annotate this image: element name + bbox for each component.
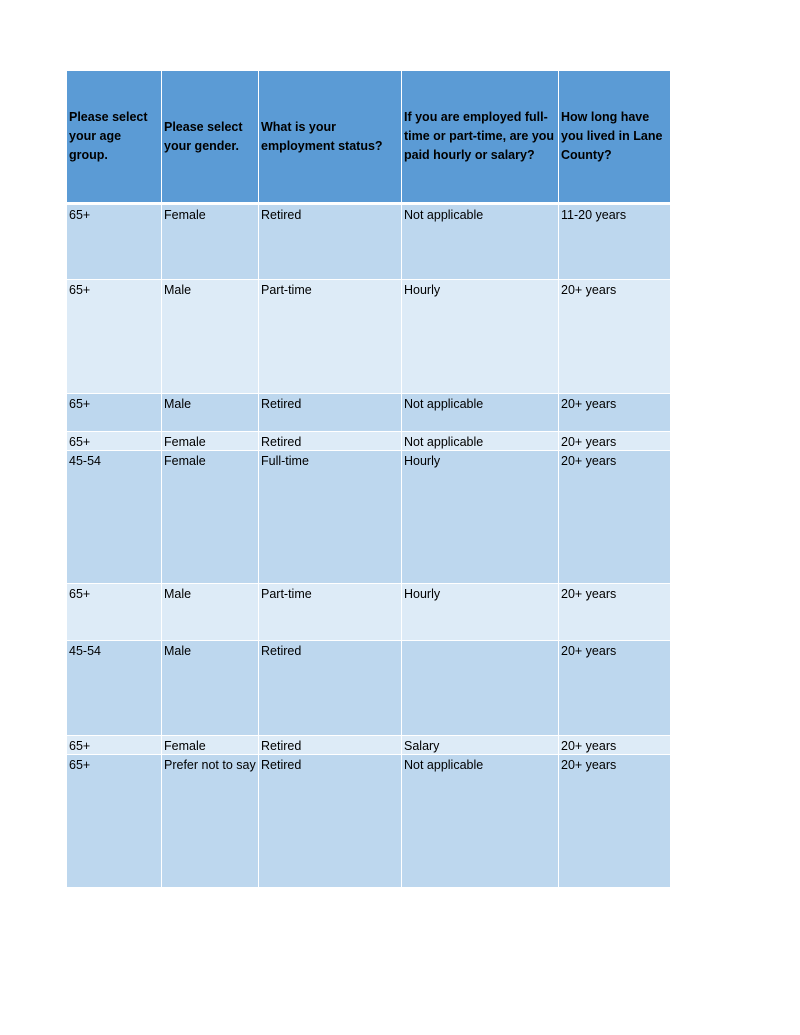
cell-employment: Part-time xyxy=(259,584,402,641)
cell-residence: 20+ years xyxy=(559,280,671,394)
cell-age: 45-54 xyxy=(67,641,162,736)
cell-residence: 20+ years xyxy=(559,394,671,432)
cell-age: 65+ xyxy=(67,394,162,432)
header-residence-duration: How long have you lived in Lane County? xyxy=(559,71,671,204)
cell-residence: 20+ years xyxy=(559,641,671,736)
cell-employment: Full-time xyxy=(259,451,402,584)
cell-pay-type: Salary xyxy=(402,736,559,755)
table-row xyxy=(67,755,671,888)
cell-age: 65+ xyxy=(67,204,162,280)
cell-residence: 20+ years xyxy=(559,451,671,584)
cell-age: 65+ xyxy=(67,432,162,451)
header-gender: Please select your gender. xyxy=(162,71,259,204)
cell-employment: Retired xyxy=(259,204,402,280)
cell-gender: Female xyxy=(162,451,259,584)
cell-gender: Prefer not to say xyxy=(162,755,259,888)
cell-gender: Female xyxy=(162,736,259,755)
cell-residence: 11-20 years xyxy=(559,204,671,280)
cell-employment: Retired xyxy=(259,432,402,451)
cell-age: 65+ xyxy=(67,584,162,641)
cell-employment: Retired xyxy=(259,394,402,432)
cell-residence: 20+ years xyxy=(559,755,671,888)
cell-employment: Retired xyxy=(259,755,402,888)
cell-gender: Male xyxy=(162,641,259,736)
cell-pay-type: Not applicable xyxy=(402,394,559,432)
cell-age: 65+ xyxy=(67,755,162,888)
table-row xyxy=(67,584,671,641)
cell-age: 65+ xyxy=(67,280,162,394)
cell-gender: Female xyxy=(162,432,259,451)
table-row xyxy=(67,394,671,432)
cell-residence: 20+ years xyxy=(559,736,671,755)
cell-pay-type: Not applicable xyxy=(402,432,559,451)
table-row xyxy=(67,280,671,394)
cell-pay-type: Hourly xyxy=(402,451,559,584)
cell-gender: Female xyxy=(162,204,259,280)
cell-pay-type: Not applicable xyxy=(402,755,559,888)
cell-gender: Male xyxy=(162,584,259,641)
cell-employment: Retired xyxy=(259,736,402,755)
cell-age: 65+ xyxy=(67,736,162,755)
cell-pay-type xyxy=(402,641,559,736)
cell-gender: Male xyxy=(162,394,259,432)
header-employment-status: What is your employment status? xyxy=(259,71,402,204)
cell-residence: 20+ years xyxy=(559,432,671,451)
table-row xyxy=(67,432,671,451)
cell-pay-type: Not applicable xyxy=(402,204,559,280)
cell-gender: Male xyxy=(162,280,259,394)
header-age-group: Please select your age group. xyxy=(67,71,162,204)
table-row xyxy=(67,641,671,736)
cell-employment: Part-time xyxy=(259,280,402,394)
cell-age: 45-54 xyxy=(67,451,162,584)
cell-residence: 20+ years xyxy=(559,584,671,641)
cell-pay-type: Hourly xyxy=(402,280,559,394)
table-row xyxy=(67,204,671,280)
cell-employment: Retired xyxy=(259,641,402,736)
survey-response-table xyxy=(66,70,671,888)
header-pay-type: If you are employed full-time or part-time, are you paid hourly or salary? xyxy=(402,71,559,204)
header-row xyxy=(67,71,671,204)
table-row xyxy=(67,451,671,584)
cell-pay-type: Hourly xyxy=(402,584,559,641)
table-row xyxy=(67,736,671,755)
